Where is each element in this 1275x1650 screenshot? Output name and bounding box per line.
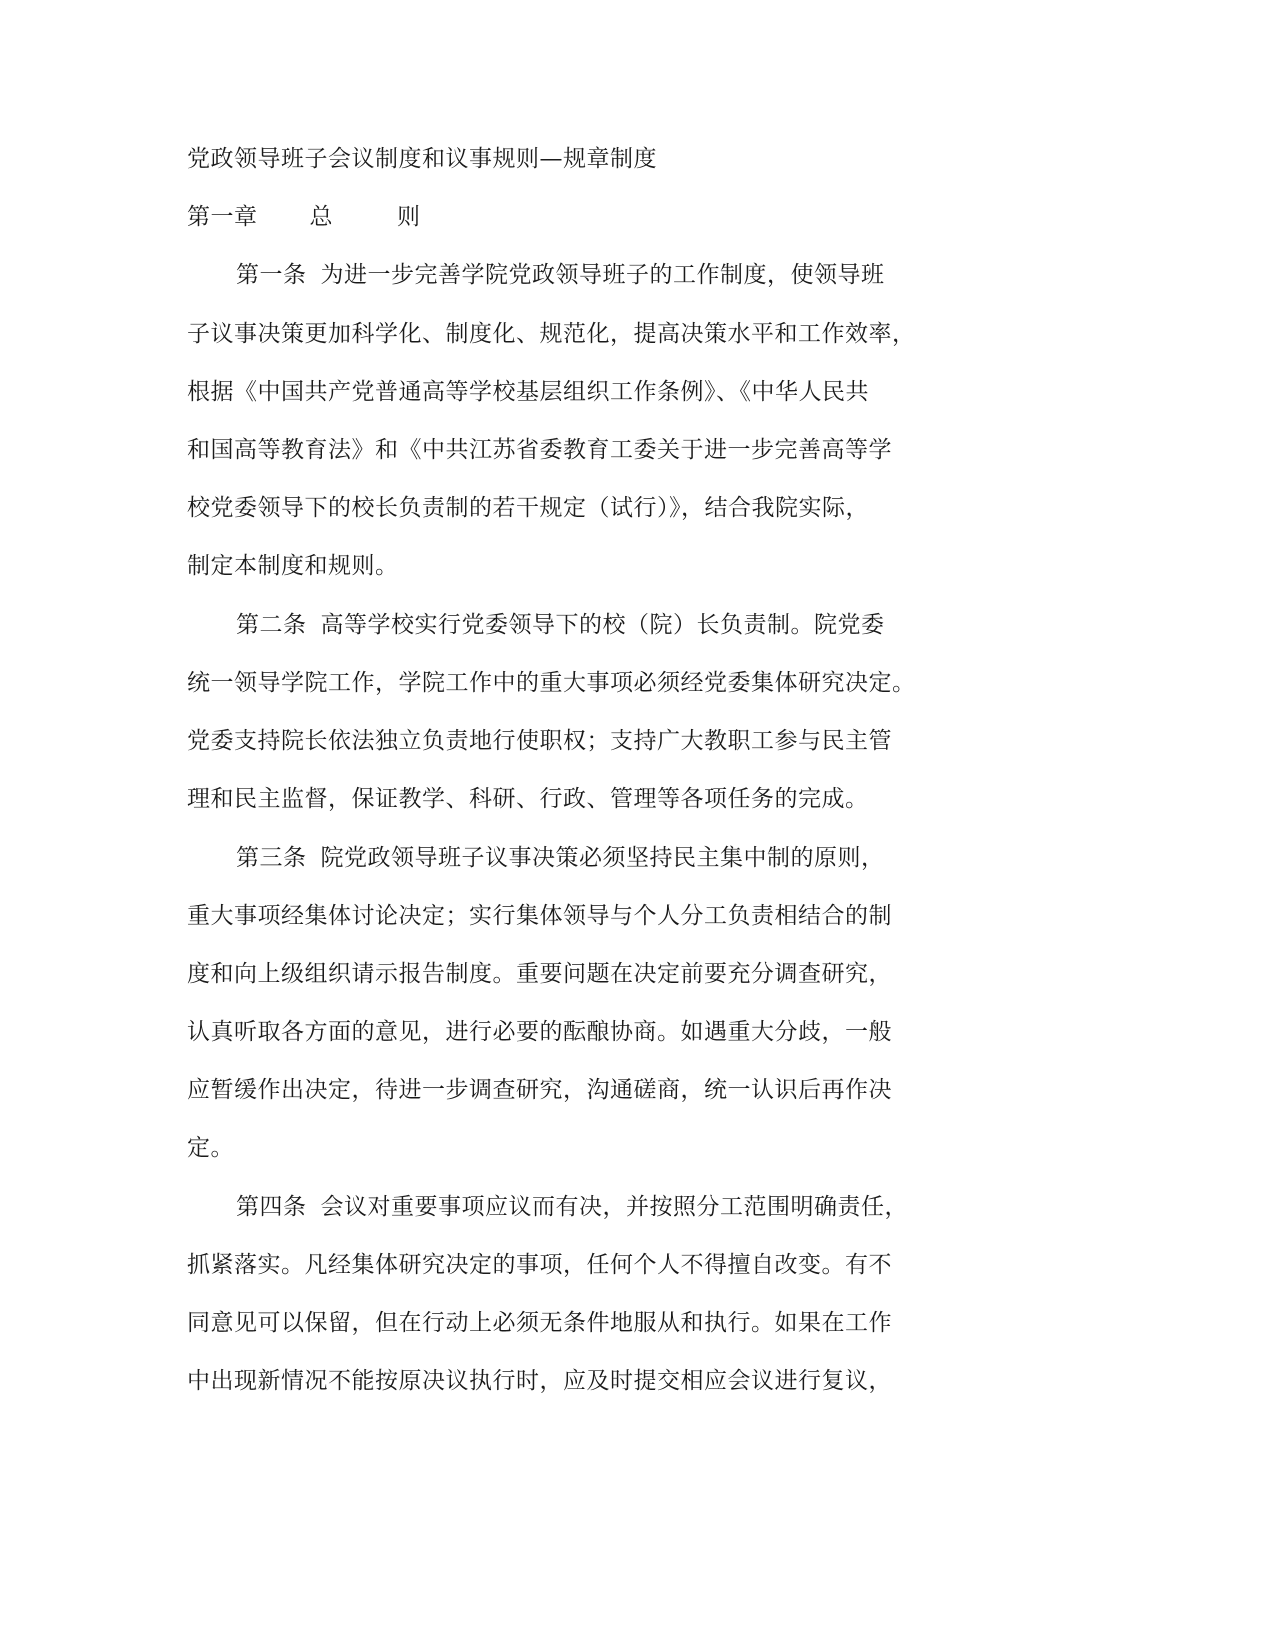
article-1-number: 第一条 xyxy=(236,262,307,288)
article-4-line-1 xyxy=(236,1192,908,1222)
article-1-line-4: 和国高等教育法》和《中共江苏省委教育工委关于进一步完善高等学 xyxy=(187,437,892,463)
article-1-line-5: 校党委领导下的校长负责制的若干规定（试行）》，结合我院实际， xyxy=(187,495,869,521)
article-4-text: 会议对重要事项应议而有决，并按照分工范围明确责任， xyxy=(320,1194,908,1220)
article-3-line-3: 度和向上级组织请示报告制度。重要问题在决定前要充分调查研究， xyxy=(187,961,892,987)
article-1-text: 为进一步完善学院党政领导班子的工作制度，使领导班 xyxy=(320,262,885,288)
article-3-line-6: 定。 xyxy=(187,1135,234,1161)
article-3-line-4: 认真听取各方面的意见，进行必要的酝酿协商。如遇重大分歧，一般 xyxy=(187,1019,892,1045)
article-4-number: 第四条 xyxy=(236,1194,307,1220)
chapter-heading xyxy=(187,202,421,232)
chapter-number: 第一章 xyxy=(187,204,258,230)
article-3-line-5: 应暂缓作出决定，待进一步调查研究，沟通磋商，统一认识后再作决 xyxy=(187,1077,892,1103)
chapter-name-part2: 则 xyxy=(397,204,421,230)
article-3-line-2: 重大事项经集体讨论决定；实行集体领导与个人分工负责相结合的制 xyxy=(187,903,892,929)
article-2-line-2: 统一领导学院工作，学院工作中的重大事项必须经党委集体研究决定。 xyxy=(187,670,916,696)
document-title: 党政领导班子会议制度和议事规则—规章制度 xyxy=(187,146,657,172)
article-1-line-3: 根据《中国共产党普通高等学校基层组织工作条例》、《中华人民共 xyxy=(187,379,869,405)
article-1-line-2: 子议事决策更加科学化、制度化、规范化，提高决策水平和工作效率， xyxy=(187,321,916,347)
article-2-number: 第二条 xyxy=(236,612,307,638)
article-4-line-2: 抓紧落实。凡经集体研究决定的事项，任何个人不得擅自改变。有不 xyxy=(187,1252,892,1278)
article-3-text: 院党政领导班子议事决策必须坚持民主集中制的原则， xyxy=(320,845,885,871)
article-1-line-6: 制定本制度和规则。 xyxy=(187,553,399,579)
chapter-name-part1: 总 xyxy=(309,204,333,230)
article-2-line-3: 党委支持院长依法独立负责地行使职权；支持广大教职工参与民主管 xyxy=(187,728,892,754)
article-4-line-4: 中出现新情况不能按原决议执行时，应及时提交相应会议进行复议， xyxy=(187,1368,892,1394)
article-2-line-1 xyxy=(236,610,885,640)
article-3-line-1 xyxy=(236,843,885,873)
article-2-text: 高等学校实行党委领导下的校（院）长负责制。院党委 xyxy=(320,612,885,638)
article-2-line-4: 理和民主监督，保证教学、科研、行政、管理等各项任务的完成。 xyxy=(187,786,869,812)
article-4-line-3: 同意见可以保留，但在行动上必须无条件地服从和执行。如果在工作 xyxy=(187,1310,892,1336)
article-3-number: 第三条 xyxy=(236,845,307,871)
article-1-line-1 xyxy=(236,260,885,290)
